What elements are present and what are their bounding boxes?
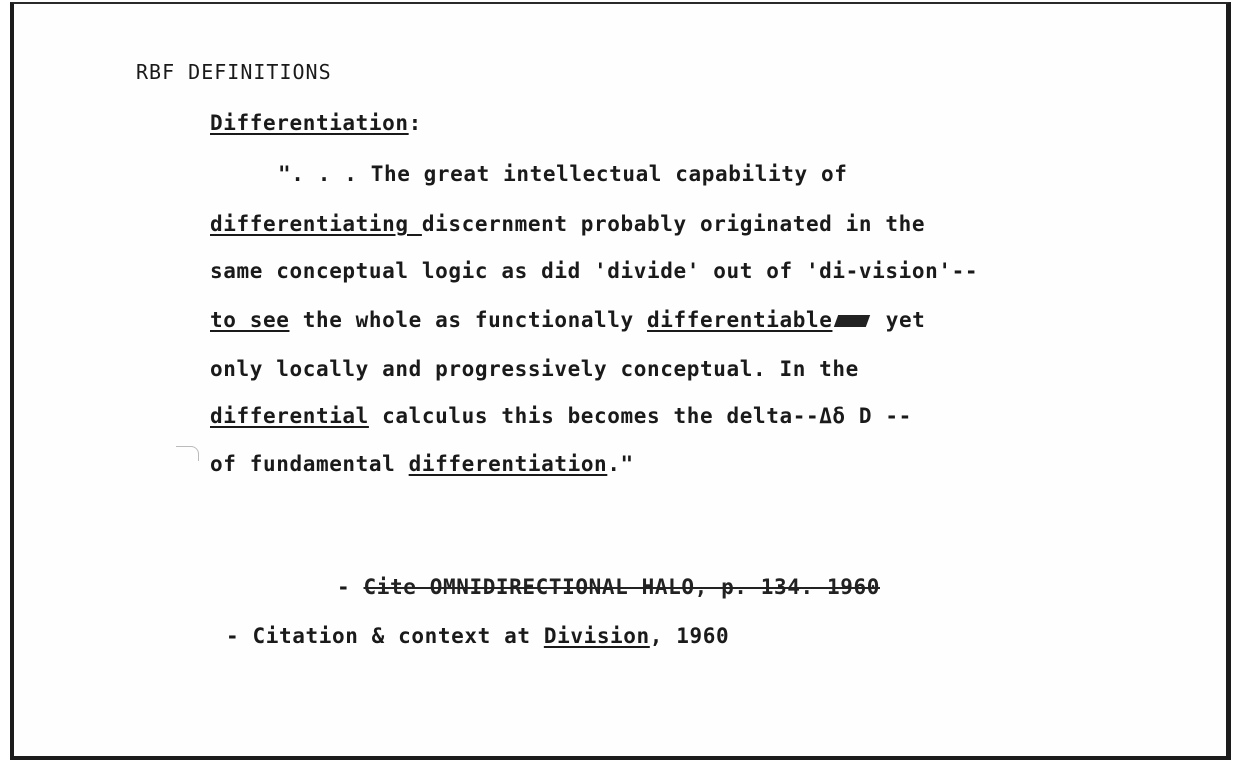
quote-text: ." xyxy=(607,452,634,476)
quote-text: of fundamental xyxy=(210,452,409,476)
quote-line-4 xyxy=(210,308,925,332)
quote-line-1: ". . . The great intellectual capability of xyxy=(278,162,848,186)
struck-dash: - xyxy=(337,575,364,599)
quote-line-7 xyxy=(210,452,634,476)
pencil-mark xyxy=(176,446,199,461)
citation-line xyxy=(226,624,729,648)
quote-line-3: same conceptual logic as did 'divide' out of 'di-vision'-- xyxy=(210,259,979,283)
struck-citation xyxy=(337,575,880,599)
delta-symbols: Δδ xyxy=(819,404,846,428)
term-title xyxy=(210,111,422,135)
quote-text: D -- xyxy=(845,404,912,428)
quote-underlined-word: differentiation xyxy=(408,452,608,476)
quote-line-2 xyxy=(210,212,925,236)
struck-citation-text: Cite OMNIDIRECTIONAL HALO, p. 134. 1960 xyxy=(363,575,880,599)
term-label: Differentiation xyxy=(210,111,409,135)
quote-line-6 xyxy=(210,404,912,428)
ink-smudge xyxy=(834,315,870,327)
quote-line-5: only locally and progressively conceptual. In the xyxy=(210,357,859,381)
citation-suffix: , 1960 xyxy=(649,624,730,648)
quote-text: the whole as functionally xyxy=(289,308,648,332)
quote-text: discernment probably originated in the xyxy=(421,212,926,236)
quote-underlined-word: differentiable xyxy=(647,308,833,332)
quote-text: calculus this becomes the delta-- xyxy=(368,404,820,428)
citation-prefix: - Citation & context at xyxy=(226,624,544,648)
quote-underlined-word: to see xyxy=(210,308,290,332)
term-colon: : xyxy=(408,111,422,135)
quote-underlined-word: differential xyxy=(210,404,369,428)
quote-underlined-word: differentiating xyxy=(210,212,422,236)
document-heading: RBF DEFINITIONS xyxy=(136,60,332,84)
citation-link-division: Division xyxy=(543,624,650,648)
quote-text: yet xyxy=(872,308,926,332)
